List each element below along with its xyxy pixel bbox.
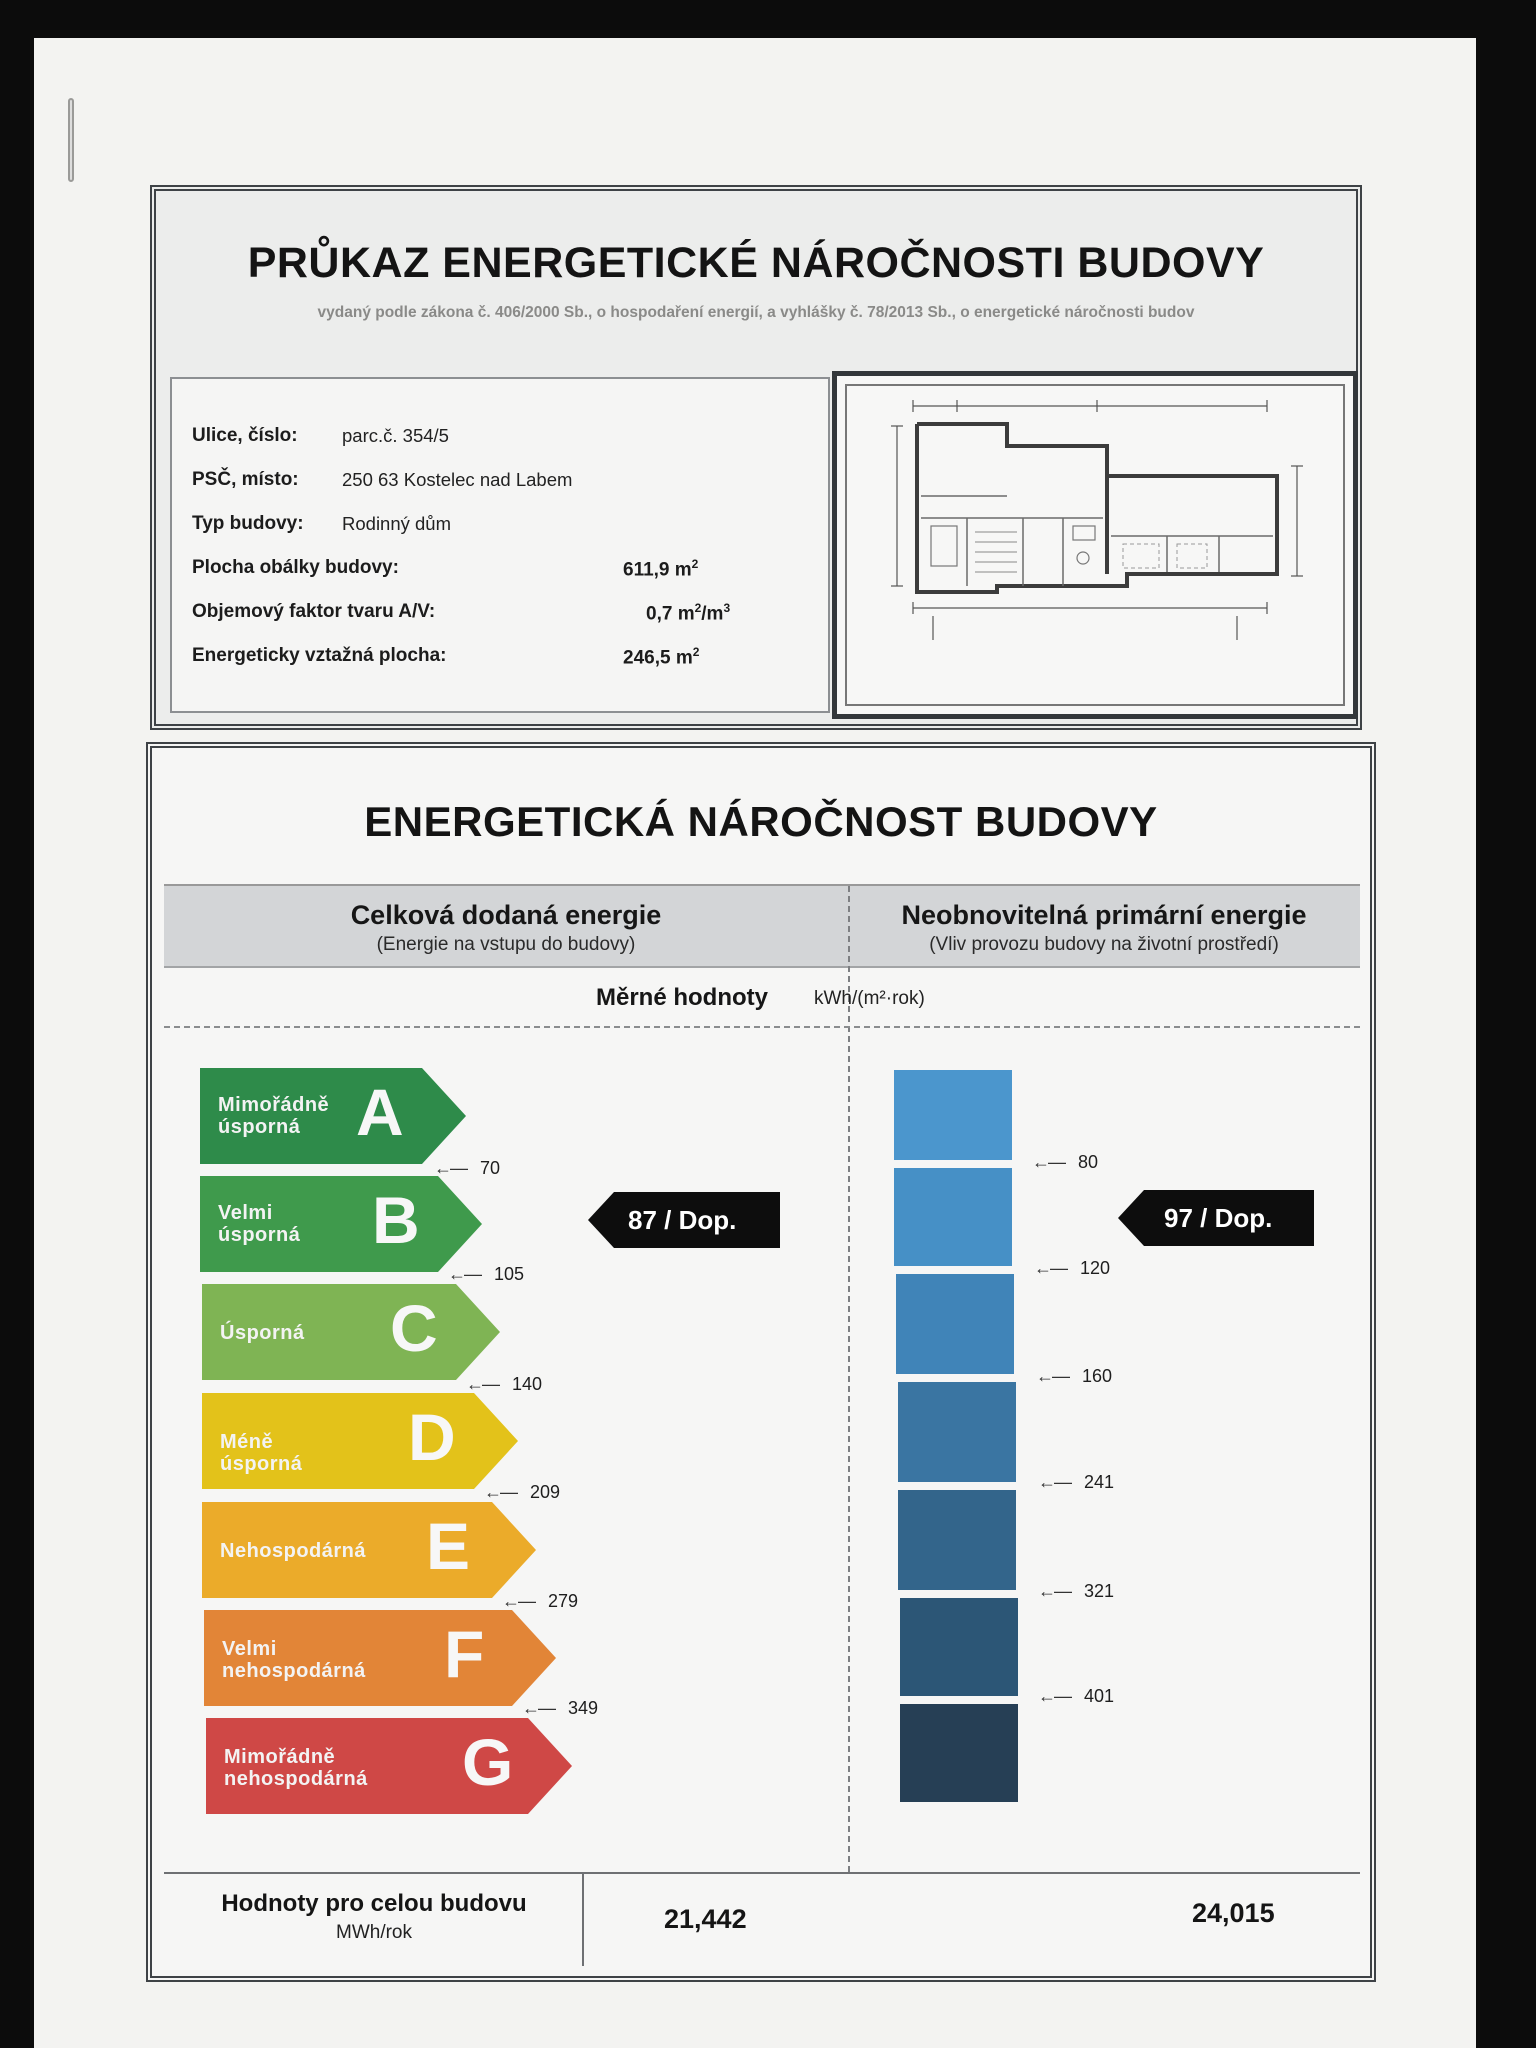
primary-limit-3: ←— 160 (1036, 1366, 1113, 1386)
energy-area-value: 246,5 $m^2$ (623, 645, 700, 669)
class-letter-c: C (390, 1291, 438, 1365)
class-limit-a: ←— 70 (434, 1158, 501, 1178)
primary-energy-header (848, 884, 1360, 968)
building-type-label: Typ budovy: (192, 513, 304, 534)
primary-energy-total: 24,015 (1192, 1898, 1275, 1928)
class-letter-e: E (426, 1509, 471, 1583)
primary-limit-2: ←— 120 (1034, 1258, 1111, 1278)
floor-plan-drawing (847, 386, 1343, 702)
primary-bar-2 (894, 1168, 1012, 1266)
primary-bar-6 (900, 1598, 1018, 1696)
primary-bar-5 (898, 1490, 1016, 1590)
envelope-area-label: Plocha obálky budovy: (192, 557, 399, 578)
volume-factor-label: Objemový faktor tvaru A/V: (192, 601, 436, 622)
class-letter-g: G (462, 1725, 514, 1799)
delivered-energy-header (164, 884, 848, 968)
energy-title: ENERGETICKÁ NÁROČNOST BUDOVY (364, 798, 1158, 845)
document-title: PRŮKAZ ENERGETICKÉ NÁROČNOSTI BUDOVY (247, 239, 1265, 287)
class-limit-b: ←— 105 (448, 1264, 525, 1284)
primary-limit-5: ←— 321 (1038, 1581, 1115, 1601)
class-letter-d: D (408, 1400, 456, 1474)
whole-building-label-cell (164, 1874, 584, 1966)
class-letter-a: A (356, 1075, 404, 1149)
energy-area-label: Energeticky vztažná plocha: (192, 645, 447, 666)
primary-energy-subtitle: (Vliv provozu budovy na životní prostředí) (929, 934, 1279, 955)
city-value: 250 63 Kostelec nad Labem (342, 469, 573, 490)
specific-values-divider (164, 1026, 1360, 1028)
street-label: Ulice, číslo: (192, 425, 298, 446)
city-label: PSČ, místo: (192, 469, 299, 490)
volume-factor-value: 0,7 $m^2/m^3$ (646, 601, 731, 625)
delivered-energy-title: Celková dodaná energie (350, 900, 662, 930)
primary-bar-7 (900, 1704, 1018, 1802)
primary-limit-6: ←— 401 (1038, 1686, 1115, 1706)
class-limit-c: ←— 140 (466, 1374, 543, 1394)
primary-bar-3 (896, 1274, 1014, 1374)
primary-limit-1: ←— 80 (1032, 1152, 1099, 1172)
column-divider (848, 886, 850, 1872)
primary-bar-4 (898, 1382, 1016, 1482)
floor-plan-image (832, 371, 1358, 719)
certificate-header (150, 185, 1362, 730)
specific-values-label: Měrné hodnoty (596, 984, 768, 1011)
class-letter-f: F (444, 1617, 485, 1691)
primary-energy-class-value: 97 / Dop. (1164, 1203, 1273, 1233)
delivered-energy-class-value: 87 / Dop. (628, 1205, 737, 1235)
whole-building-unit: MWh/rok (336, 1922, 412, 1943)
specific-values-unit: kWh/(m²·rok) (814, 988, 925, 1009)
building-info-panel (170, 377, 830, 713)
street-value: parc.č. 354/5 (342, 425, 449, 446)
envelope-area-value: 611,9 $m^2$ (623, 557, 699, 581)
energy-performance-section: ENERGETICKÁ NÁROČNOST BUDOVY Celková dodaná energie (Energie na vstupu do budovy) Neobnovitelná primární energie (Vliv provozu budovy na životní prostředí) Měrné hodnoty kWh/(m²·rok) Mimořádně úsporná A ←— 70 Velmi úsporná B ←— 105 Úsporná C ←— 140 Méně úsporná D ←— 209 Nehospodárná E ←— 279 Velmi nehospodárná F ←— 349 Mimořádně nehospodárná G 87 / Dop. ←— 80 ←— 120 ←— 160 ←— 241 ←— 321 ←— 401 97 / Dop. Hodnoty pro celou budovu MWh/rok 21,442 24,015 (146, 742, 1376, 1982)
document-subtitle: vydaný podle zákona č. 406/2000 Sb., o hospodaření energií, a vyhlášky č. 78/2013 Sb., o energetické náročnosti budov (317, 304, 1195, 321)
whole-building-values (164, 1872, 1360, 1964)
staple (68, 98, 74, 182)
building-type-value: Rodinný dům (342, 513, 452, 534)
primary-limit-4: ←— 241 (1038, 1472, 1115, 1492)
primary-energy-title: Neobnovitelná primární energie (901, 900, 1307, 930)
primary-bar-1 (894, 1070, 1012, 1160)
class-limit-d: ←— 209 (484, 1482, 561, 1502)
delivered-energy-total: 21,442 (664, 1904, 747, 1934)
delivered-energy-subtitle: (Energie na vstupu do budovy) (376, 934, 636, 955)
class-letter-b: B (372, 1183, 420, 1257)
class-limit-e: ←— 279 (502, 1591, 579, 1611)
class-limit-f: ←— 349 (522, 1698, 599, 1718)
whole-building-label: Hodnoty pro celou budovu (221, 1890, 527, 1917)
